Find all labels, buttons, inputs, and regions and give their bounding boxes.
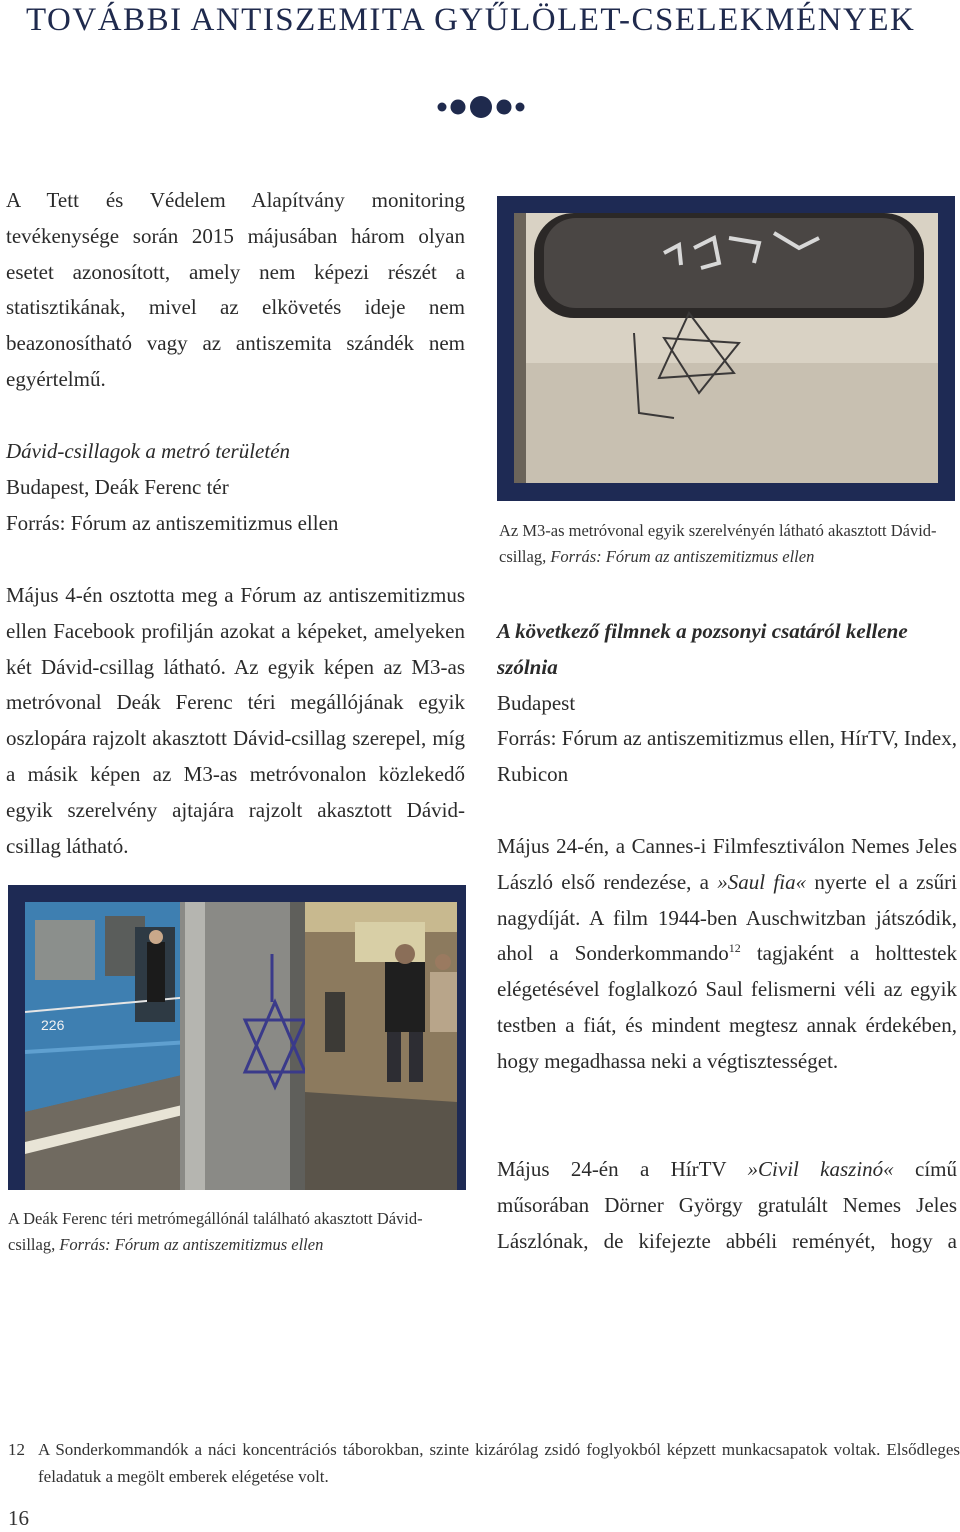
footnote (8, 1436, 960, 1490)
case2-p1-after: tagjaként a holttestek elégetésével foglalkozó Saul felismerni véli az egyik testben a fiát, és mindent megtesz annak érdekében, hogy megadhassa neki a végtisztességet. (497, 941, 957, 1073)
train-number-label: 226 (41, 1017, 65, 1033)
metro-platform-photo (25, 902, 457, 1190)
right-photo-caption (499, 518, 957, 570)
case1-title: Dávid-csillagok a metró területén (6, 439, 291, 463)
left-photo-caption (8, 1206, 468, 1258)
case1-body-text: Május 4-én osztotta meg a Fórum az antiszemitizmus ellen Facebook profilján azokat a képeket, amelyeken két Dávid-csillag látható. Az egyik képen az M3-as metróvonal Deák Ferenc téri megállójának egyik oszlopára rajzolt akasztott Dávid-csillag szerepel, míg a másik képen az M3-as metróvonalon közlekedő egyik szerelvény ajtajára rajzolt akasztott Dávid-csillag látható. (6, 583, 465, 858)
left-photo-caption-text: A Deák Ferenc téri metrómegállónál található akasztott Dávid-csillag, (8, 1209, 423, 1254)
case1-header (6, 434, 465, 541)
case2-paragraph-2 (497, 1152, 957, 1259)
case2-location: Budapest (497, 690, 576, 715)
page-title: TOVÁBBI ANTISZEMITA GYŰLÖLET-CSELEKMÉNYEK (26, 2, 916, 38)
case2-title: A következő filmnek a pozsonyi csatáról kellene szólnia (497, 619, 908, 679)
footnote-ref-12: 12 (728, 941, 741, 956)
dot-cluster-ornament-icon (436, 95, 528, 119)
left-photo-caption-source: Forrás: Fórum az antiszemitizmus ellen (59, 1235, 324, 1254)
case1-source: Forrás: Fórum az antiszemitizmus ellen (6, 510, 339, 535)
intro-paragraph (6, 183, 465, 398)
case2-p1-before: Május 24-én, a Cannes-i Filmfesztiválon Nemes Jeles László első rendezése, a (497, 834, 957, 894)
case2-paragraph-1 (497, 829, 957, 1080)
metro-platform-photo-frame (8, 885, 466, 1190)
show-title-civil-kaszino: »Civil kaszinó« (747, 1157, 894, 1181)
film-title-saul-fia: »Saul fia« (717, 869, 807, 894)
case1-body (6, 578, 465, 864)
right-photo-caption-source: Forrás: Fórum az antiszemitizmus ellen (550, 547, 815, 566)
intro-text: A Tett és Védelem Alapítvány monitoring tevékenysége során 2015 májusában három olyan esetet azonosított, amely nem képezi részét a statisztikának, mivel az elkövetés ideje nem beazonosítható vagy az antiszemita szándék nem egyértelmű. (6, 188, 465, 391)
case2-source: Forrás: Fórum az antiszemitizmus ellen, HírTV, Index, Rubicon (497, 726, 957, 787)
footnote-text: A Sonderkommandók a náci koncentrációs táborokban, szinte kizárólag zsidó foglyokból képzett munkacsapatok voltak. Elsődleges feladatuk a megölt emberek elégetése volt. (38, 1440, 960, 1486)
right-photo-caption-text: Az M3-as metróvonal egyik szerelvényén látható akasztott Dávid-csillag, (499, 521, 937, 566)
train-door-photo-frame (497, 196, 955, 501)
case2-p1-middle: nyerte el a zsűri nagydíját. A film 1944-ben Auschwitzban játszódik, ahol a Sonderkommando (497, 869, 958, 966)
footnote-number: 12 (8, 1440, 25, 1459)
page-number: 16 (8, 1506, 29, 1530)
case1-location: Budapest, Deák Ferenc tér (6, 474, 229, 499)
case2-header (497, 614, 957, 793)
case2-p2-after: című műsorában Dörner György gratulált Nemes Jeles Lászlónak, de kifejezte abbéli reményét, hogy a (497, 1157, 958, 1253)
train-door-photo (514, 213, 938, 483)
case2-p2-before: Május 24-én a HírTV (497, 1157, 727, 1181)
